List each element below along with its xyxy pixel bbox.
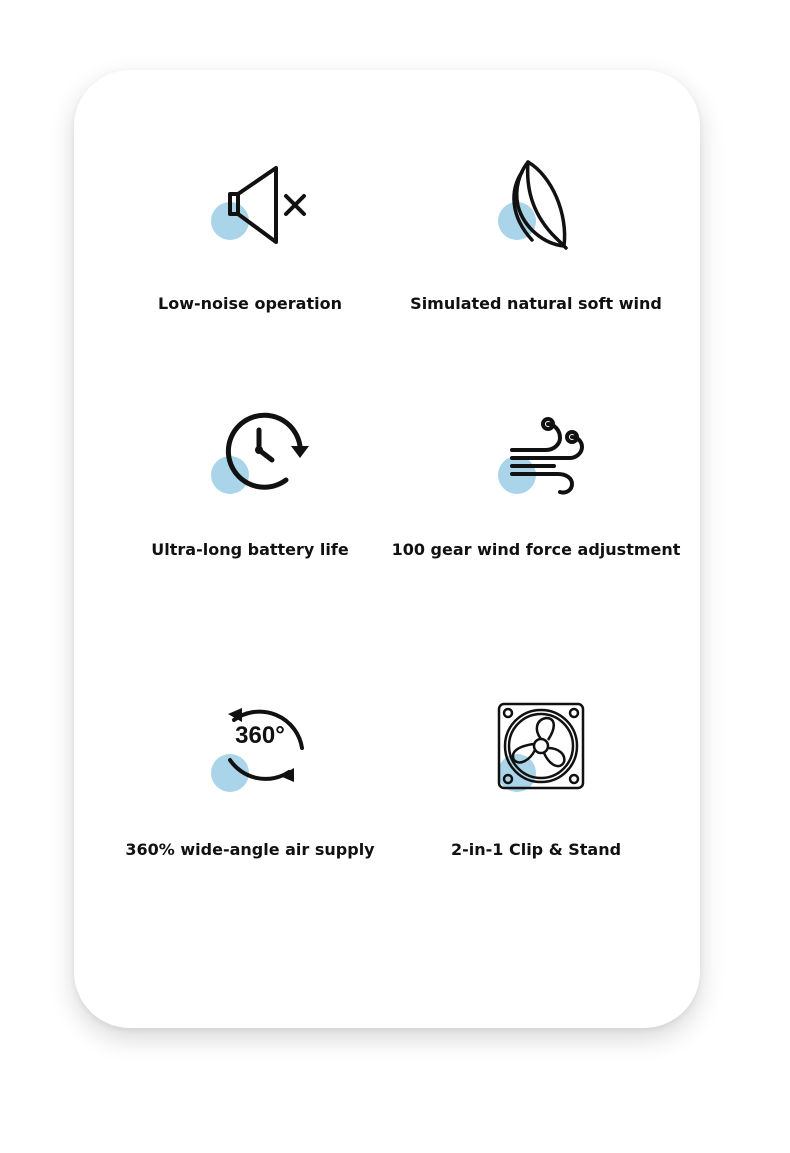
wind-icon — [476, 412, 596, 522]
feature-label: Ultra-long battery life — [151, 540, 349, 559]
feature-soft-wind — [386, 166, 686, 386]
speaker-muted-icon — [190, 166, 310, 276]
clock-refresh-icon — [190, 412, 310, 522]
rotate-360-graphic — [190, 690, 310, 800]
feature-low-noise — [100, 166, 400, 386]
rotate-360-badge: 360° — [235, 722, 285, 749]
feature-wide-angle — [100, 690, 400, 910]
fan-icon — [476, 690, 596, 800]
leaf-graphic — [476, 166, 596, 276]
feature-label: Simulated natural soft wind — [410, 294, 662, 313]
feature-label: 100 gear wind force adjustment — [391, 540, 681, 559]
feature-wind-force — [386, 412, 686, 632]
feature-label: Low-noise operation — [158, 294, 342, 313]
wind-graphic — [476, 412, 596, 522]
fan-graphic — [476, 690, 596, 800]
leaf-icon — [476, 166, 596, 276]
feature-battery-life — [100, 412, 400, 632]
feature-clip-stand — [386, 690, 686, 910]
rotate-360-icon — [190, 690, 310, 800]
feature-label: 2-in-1 Clip & Stand — [450, 840, 622, 859]
speaker-muted-graphic — [190, 166, 310, 276]
features-card — [74, 70, 700, 1028]
feature-label: 360% wide-angle air supply — [125, 840, 375, 859]
clock-refresh-graphic — [190, 412, 310, 522]
